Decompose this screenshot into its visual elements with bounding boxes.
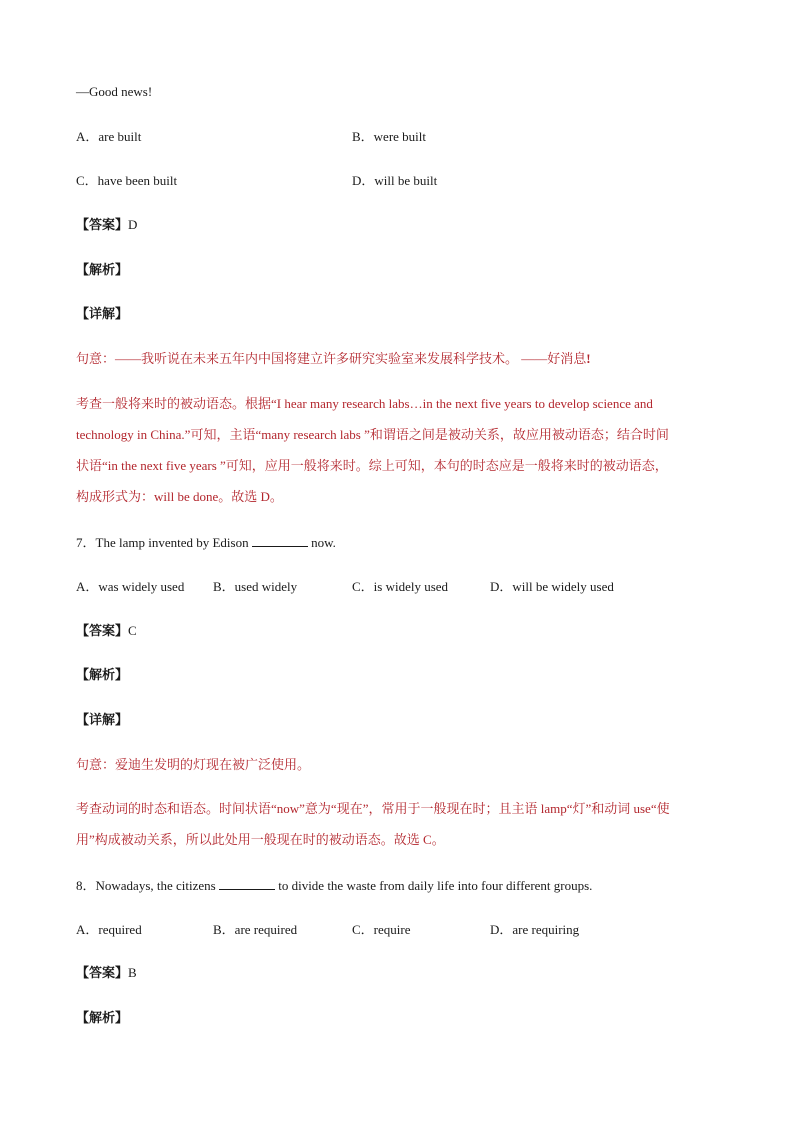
q8-option-a: A．required	[76, 922, 142, 937]
answer-label: 【答案】	[76, 623, 129, 638]
q6-option-d: D．will be built	[352, 173, 438, 188]
q7-stem-after: now.	[311, 535, 336, 550]
q6-analysis-label: 【解析】	[76, 262, 129, 277]
q6-meaning-text: 句意：——我听说在未来五年内中国将建立许多研究实验室来发展科学技术。 ——好消息	[76, 351, 587, 366]
q8-stem	[76, 877, 592, 894]
q6-explanation-line: 状语“in the next five years ”可知，应用一般将来时。综上可知，本句的时态应是一般将来时的被动语态，	[76, 458, 668, 473]
q6-option-c: C．have been built	[76, 173, 178, 188]
q6-option-a: A．are built	[76, 129, 142, 144]
q8-answer	[76, 965, 137, 981]
answer-label: 【答案】	[76, 217, 129, 232]
q7-analysis-label: 【解析】	[76, 667, 129, 682]
q6-meaning	[76, 351, 591, 367]
q7-option-c: C．is widely used	[352, 579, 449, 594]
q8-option-d: D．are requiring	[490, 922, 580, 937]
q8-blank	[219, 877, 275, 890]
q7-explanation-line: 用”构成被动关系，所以此处用一般现在时的被动语态。故选 C。	[76, 832, 445, 847]
q7-option-a: A．was widely used	[76, 579, 185, 594]
q8-option-b: B．are required	[213, 922, 298, 937]
answer-value: B	[128, 965, 137, 980]
q7-stem	[76, 534, 336, 551]
q6-reply: —Good news!	[76, 84, 153, 99]
q6-explanation-line: 考查一般将来时的被动语态。根据“I hear many research labs…in the next five years to develop science and	[76, 396, 653, 411]
q8-analysis-label: 【解析】	[76, 1010, 129, 1025]
answer-value: C	[128, 623, 137, 638]
q7-option-b: B．used widely	[213, 579, 298, 594]
answer-value: D	[128, 217, 138, 232]
q6-answer	[76, 217, 137, 233]
answer-label: 【答案】	[76, 965, 129, 980]
q7-explanation-line: 考查动词的时态和语态。时间状语“now”意为“现在”，常用于一般现在时；且主语 lamp“灯”和动词 use“使	[76, 801, 670, 816]
q6-option-b: B．were built	[352, 129, 427, 144]
q7-option-d: D．will be widely used	[490, 579, 614, 594]
q8-stem-after: to divide the waste from daily life into four different groups.	[278, 878, 593, 893]
q7-stem-before: 7．The lamp invented by Edison	[76, 535, 249, 550]
q8-option-c: C．require	[352, 922, 411, 937]
q7-meaning: 句意：爱迪生发明的灯现在被广泛使用。	[76, 757, 311, 772]
q7-detail-label: 【详解】	[76, 712, 129, 727]
q6-meaning-end: !	[586, 351, 591, 366]
q6-explanation-line: technology in China.”可知，主语“many research labs ”和谓语之间是被动关系，故应用被动语态；结合时间	[76, 427, 669, 442]
q7-answer	[76, 623, 137, 639]
q7-blank	[252, 534, 308, 547]
q6-explanation-line: 构成形式为：will be done。故选 D。	[76, 489, 283, 504]
q6-detail-label: 【详解】	[76, 306, 129, 321]
q8-stem-before: 8．Nowadays, the citizens	[76, 878, 216, 893]
